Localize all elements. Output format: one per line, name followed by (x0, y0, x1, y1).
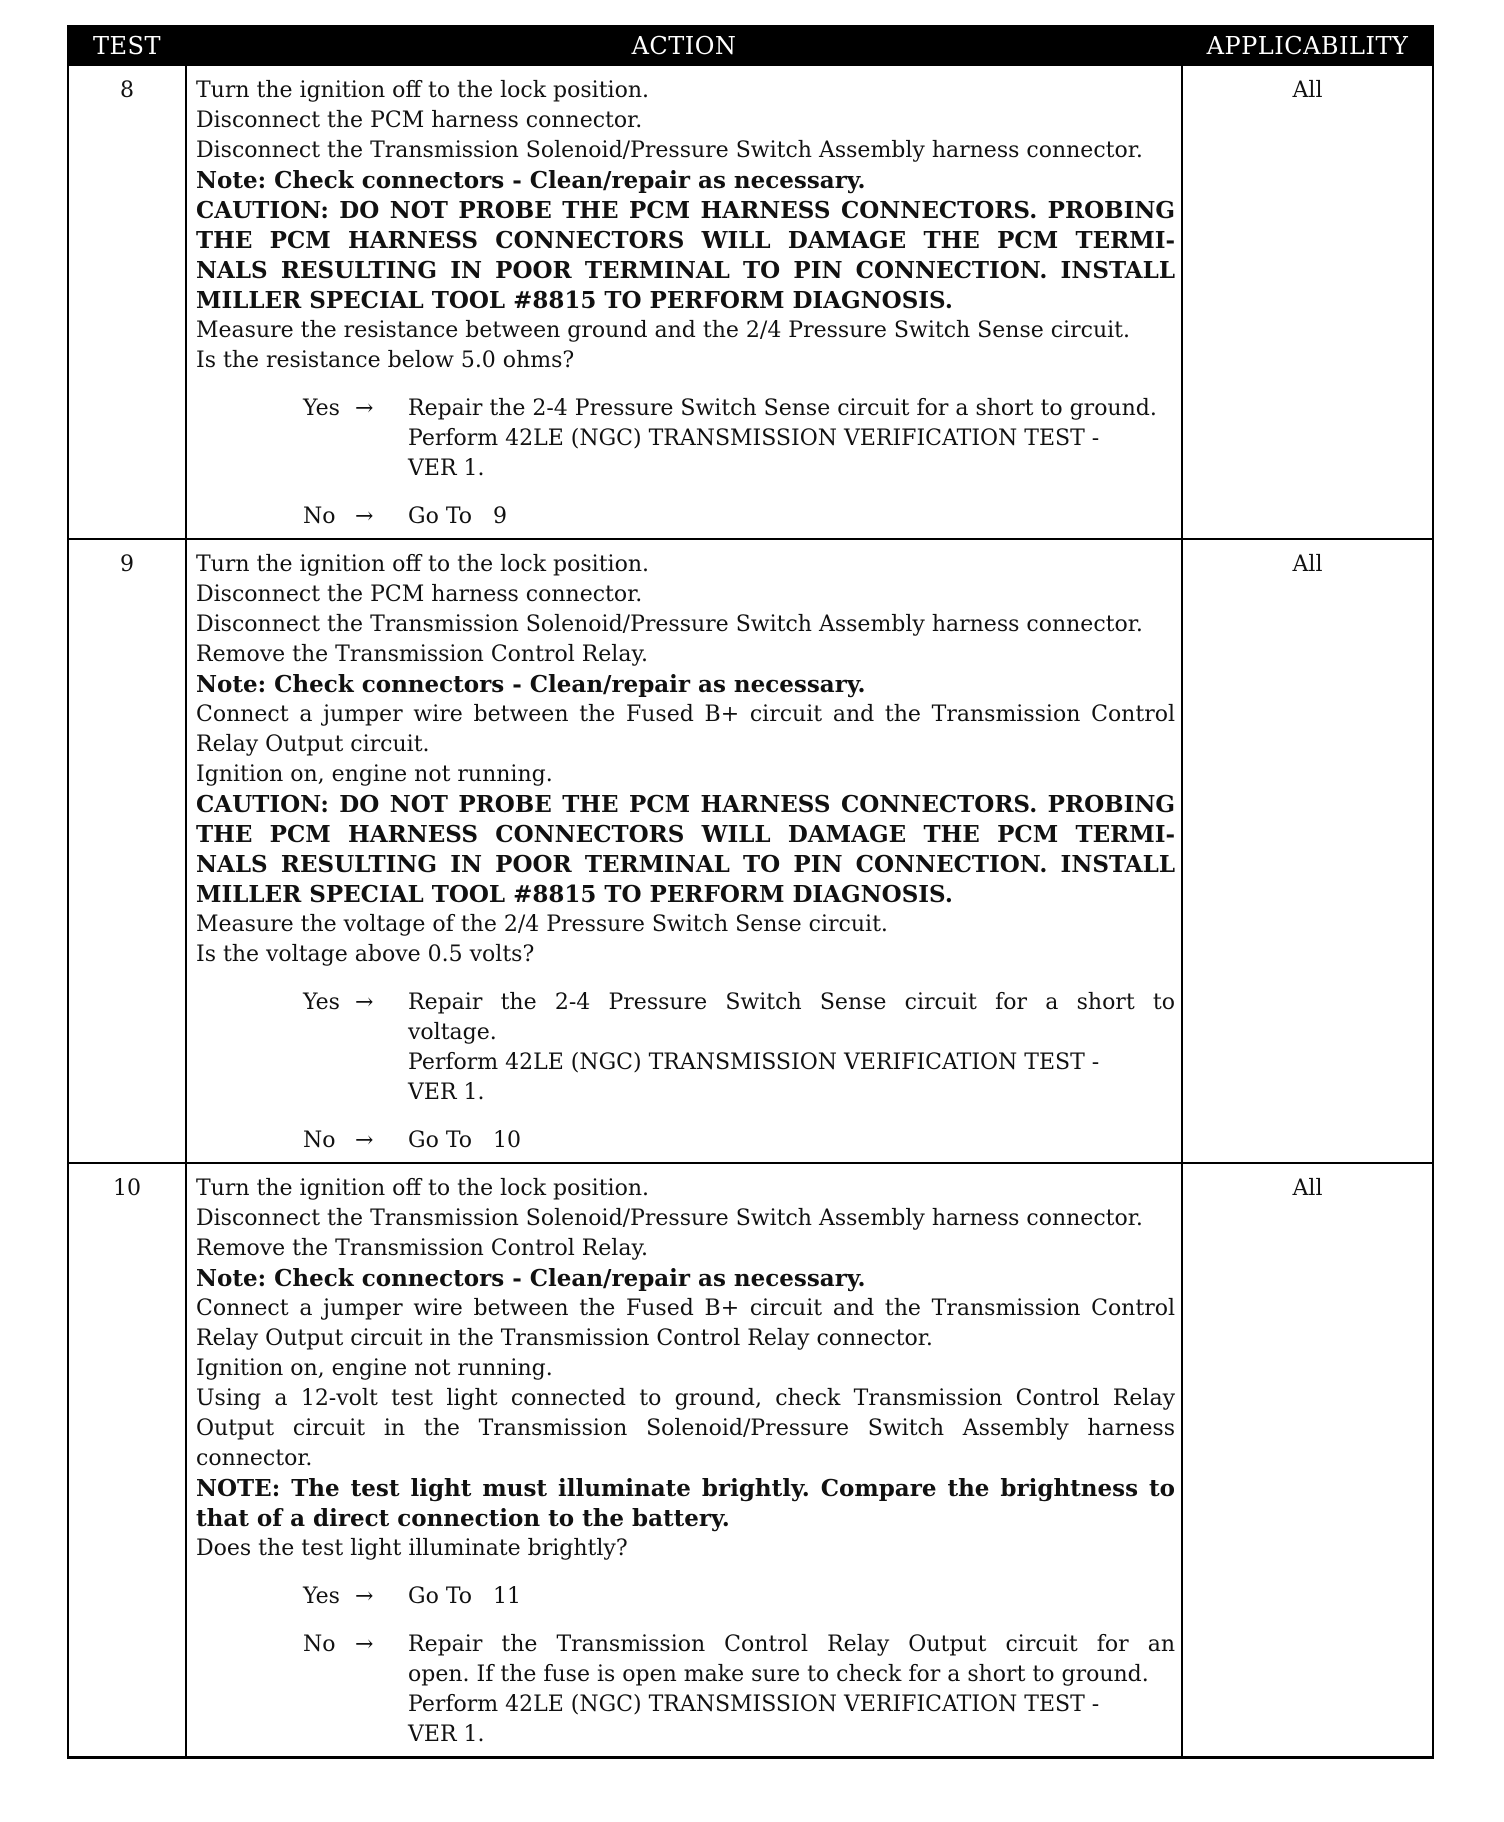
step-text: Disconnect the PCM harness connector. (196, 582, 643, 607)
outcome-label: Yes (303, 990, 340, 1015)
caution-text: THE PCM HARNESS CONNECTORS WILL DAMAGE THE PCM TERMI- (196, 227, 1175, 254)
step-text: Turn the ignition off to the lock position. (196, 78, 649, 103)
outcome-yes (303, 988, 1175, 1108)
step-text: Remove the Transmission Control Relay. (196, 642, 648, 667)
outcome-line: voltage. (408, 1020, 497, 1045)
arrow-icon: → (355, 1632, 374, 1657)
outcome-line: Perform 42LE (NGC) TRANSMISSION VERIFICATION TEST - (408, 1692, 1100, 1717)
step-text: Disconnect the PCM harness connector. (196, 108, 643, 133)
outcome-line: VER 1. (408, 1080, 485, 1105)
outcome-line: Go To 11 (408, 1584, 521, 1609)
note-text: Note: Check connectors - Clean/repair as necessary. (196, 167, 866, 194)
diagnostic-table (67, 25, 1434, 1759)
outcome-line: Perform 42LE (NGC) TRANSMISSION VERIFICATION TEST - (408, 426, 1100, 451)
outcome-text (408, 1126, 1175, 1156)
outcome-no (303, 502, 1175, 532)
table-row (68, 539, 1433, 1163)
step-text: Connect a jumper wire between the Fused B+ circuit and the Transmission Control (196, 702, 1175, 727)
step-text: Turn the ignition off to the lock position. (196, 1176, 649, 1201)
step-text: Ignition on, engine not running. (196, 762, 553, 787)
step-text: Using a 12-volt test light connected to ground, check Transmission Control Relay (196, 1386, 1175, 1411)
outcome-text (408, 394, 1175, 484)
outcome-line: Repair the 2-4 Pressure Switch Sense circuit for a short to (408, 990, 1175, 1015)
outcome-label: Yes (303, 396, 340, 421)
table-header-row (68, 26, 1433, 65)
question-text: Is the voltage above 0.5 volts? (196, 942, 535, 967)
question-text: Does the test light illuminate brightly? (196, 1536, 628, 1561)
outcome-line: open. If the fuse is open make sure to check for a short to ground. (408, 1662, 1149, 1687)
arrow-icon: → (355, 1584, 374, 1609)
header-applicability: APPLICABILITY (1182, 26, 1433, 65)
step-text: Connect a jumper wire between the Fused B+ circuit and the Transmission Control (196, 1296, 1175, 1321)
outcome-line: VER 1. (408, 1722, 485, 1747)
outcome-text (408, 988, 1175, 1108)
step-text: Ignition on, engine not running. (196, 1356, 553, 1381)
note-text: NOTE: The test light must illuminate brightly. Compare the brightness to (196, 1475, 1175, 1502)
step-text: Disconnect the Transmission Solenoid/Pressure Switch Assembly harness connector. (196, 138, 1143, 163)
outcome-text (408, 1582, 1175, 1612)
arrow-icon: → (355, 504, 374, 529)
caution-text: THE PCM HARNESS CONNECTORS WILL DAMAGE THE PCM TERMI- (196, 821, 1175, 848)
test-number: 10 (68, 1163, 186, 1758)
applicability-value: All (1182, 539, 1433, 1163)
caution-text: NALS RESULTING IN POOR TERMINAL TO PIN CONNECTION. INSTALL (196, 851, 1175, 878)
header-test: TEST (68, 26, 186, 65)
action-cell (186, 1163, 1182, 1758)
table-row (68, 65, 1433, 539)
caution-text: NALS RESULTING IN POOR TERMINAL TO PIN CONNECTION. INSTALL (196, 257, 1175, 284)
caution-text: CAUTION: DO NOT PROBE THE PCM HARNESS CONNECTORS. PROBING (196, 197, 1175, 224)
action-cell (186, 539, 1182, 1163)
step-text: Turn the ignition off to the lock position. (196, 552, 649, 577)
outcome-no (303, 1630, 1175, 1750)
step-text: Disconnect the Transmission Solenoid/Pressure Switch Assembly harness connector. (196, 612, 1143, 637)
caution-text: MILLER SPECIAL TOOL #8815 TO PERFORM DIAGNOSIS. (196, 881, 953, 908)
outcome-line: VER 1. (408, 456, 485, 481)
outcome-line: Go To 10 (408, 1128, 521, 1153)
applicability-value: All (1182, 65, 1433, 539)
arrow-icon: → (355, 396, 374, 421)
question-text: Is the resistance below 5.0 ohms? (196, 348, 575, 373)
applicability-value: All (1182, 1163, 1433, 1758)
step-text: Measure the voltage of the 2/4 Pressure Switch Sense circuit. (196, 912, 888, 937)
header-action: ACTION (186, 26, 1182, 65)
diagnostic-table-page (67, 25, 1434, 1759)
outcome-label: Yes (303, 1584, 340, 1609)
outcome-yes (303, 394, 1175, 484)
outcome-label: No (303, 504, 336, 529)
outcome-yes (303, 1582, 1175, 1612)
step-text: Measure the resistance between ground and the 2/4 Pressure Switch Sense circuit. (196, 318, 1130, 343)
outcome-line: Perform 42LE (NGC) TRANSMISSION VERIFICATION TEST - (408, 1050, 1100, 1075)
note-text: Note: Check connectors - Clean/repair as necessary. (196, 671, 866, 698)
outcome-line: Repair the 2-4 Pressure Switch Sense circuit for a short to ground. (408, 396, 1157, 421)
outcome-label: No (303, 1128, 336, 1153)
test-number: 8 (68, 65, 186, 539)
note-text: that of a direct connection to the battery. (196, 1505, 730, 1532)
step-text: Output circuit in the Transmission Solenoid/Pressure Switch Assembly harness (196, 1416, 1175, 1441)
outcome-no (303, 1126, 1175, 1156)
step-text: connector. (196, 1446, 313, 1471)
outcome-text (408, 502, 1175, 532)
action-cell (186, 65, 1182, 539)
outcome-text (408, 1630, 1175, 1750)
arrow-icon: → (355, 990, 374, 1015)
step-text: Remove the Transmission Control Relay. (196, 1236, 648, 1261)
table-row (68, 1163, 1433, 1758)
caution-text: CAUTION: DO NOT PROBE THE PCM HARNESS CONNECTORS. PROBING (196, 791, 1175, 818)
step-text: Disconnect the Transmission Solenoid/Pressure Switch Assembly harness connector. (196, 1206, 1143, 1231)
test-number: 9 (68, 539, 186, 1163)
outcome-label: No (303, 1632, 336, 1657)
outcome-line: Go To 9 (408, 504, 507, 529)
step-text: Relay Output circuit in the Transmission Control Relay connector. (196, 1326, 933, 1351)
step-text: Relay Output circuit. (196, 732, 430, 757)
note-text: Note: Check connectors - Clean/repair as necessary. (196, 1265, 866, 1292)
outcome-line: Repair the Transmission Control Relay Output circuit for an (408, 1632, 1175, 1657)
arrow-icon: → (355, 1128, 374, 1153)
caution-text: MILLER SPECIAL TOOL #8815 TO PERFORM DIAGNOSIS. (196, 287, 953, 314)
